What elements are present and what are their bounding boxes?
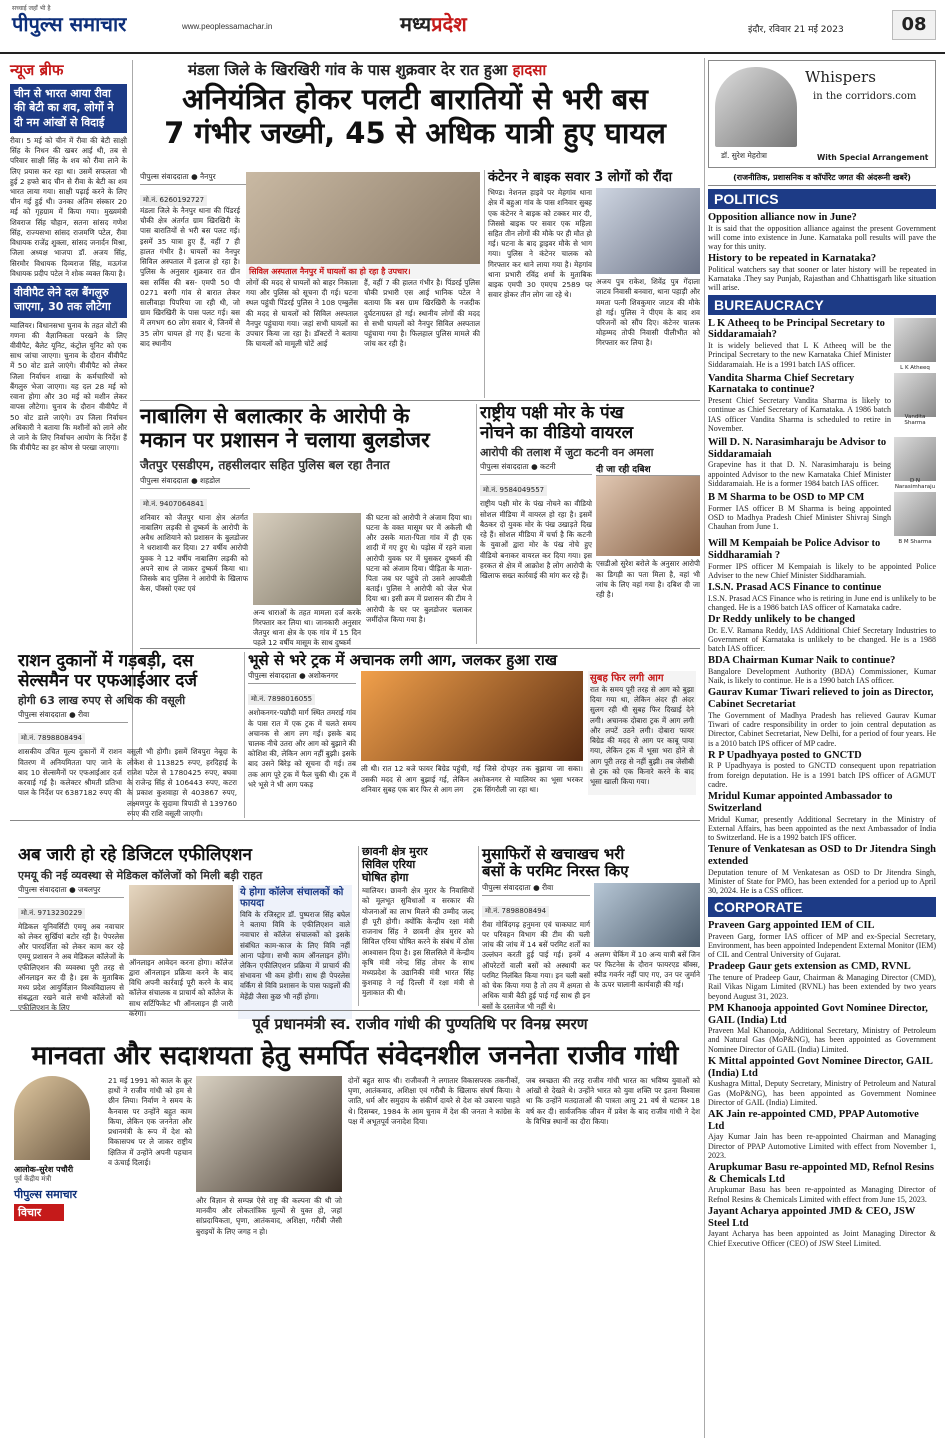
- whisper-item: [708, 614, 936, 653]
- tribute-author: आलोक-सुरेश पचौरी: [14, 1165, 74, 1174]
- whispers-subtitle: [813, 91, 916, 102]
- digital-story: [18, 845, 354, 1018]
- bulldozer-text-col-2: अन्य धाराओं के तहत मामला दर्ज करके गिरफ्तार कर लिया था। जानकारी अनुसार जैतपुर थाना क्षेत्र के एक गांव में 15 दिन पहले 12 वर्षीय मासूम के साथ दुष्कर्म: [253, 607, 361, 648]
- bulldozer-mobile: मो.नं. 9407064841: [140, 499, 207, 510]
- tribute-topline: पूर्व प्रधानमंत्री स्व. राजीव गांधी की पुण्यतिथि पर विनम्र स्मरण: [252, 1015, 588, 1033]
- columnist-name: डॉ. सुरेश मेहरोत्रा: [721, 151, 767, 160]
- whisper-item-headline: I.S.N. Prasad ACS Finance to continue: [708, 581, 882, 593]
- bus-story: [482, 845, 700, 1011]
- whisper-item-text: Former IAS officer B M Sharma is being appointed OSD to Madhya Pradesh Chief Minister Shivraj Singh Chauhan from June 1.: [708, 503, 891, 532]
- bus-text: रीवा गोविंदगढ़ हनुमना एवं चाकघाट मार्ग पर परिवहन विभाग की टीम की चली जांच की जांच में 14 बसें परमिट शर्तों का उल्लंघन करती हुई पाई गई। इनमें 4 ऑपरेटरों वाली बसों को अस्थायी कर परमिट निलंबित किया गया। इन चली बसों को चेक किया गया है तो तय में क्षमता से अधिक यात्री बैठी हुई पाई गईं साथ ही इन बसों के दस्तावेज भी नहीं थे।: [482, 919, 590, 1011]
- peacock-caption: एसडीओ सुरेश बरोले के अनुसार आरोपी का डिगड़ी का पता मिला है, वहां भी जांच के लिए वहां गया है। दबिश दी जा रही है।: [596, 559, 700, 600]
- peacock-headline-2: नोचने का वीडियो वायरल: [480, 422, 634, 443]
- digital-box-text: विवि के रजिस्ट्रार डॉ. पुष्पराज सिंह बघेल ने बताया विवि के एफीलिएशन वाले नवाचार से कॉलेज संचालकों को इसके संबंधित काम-काज के लिए विवि नहीं आना पड़ेगा। सभी काम ऑनलाइन होंगे। लेकिन एफीलिएशन प्रक्रिया में प्राचार्य की संभावना भी कम होगी। साथ ही पेपरलेस वर्किंग से विवि प्रशासन के पास फाइलों की मेहेंद्री जैसा कुछ भी नहीं होगा।: [240, 909, 350, 1001]
- whisper-item-headline: Tenure of Venkatesan as OSD to Dr Jitendra Singh extended: [708, 844, 936, 867]
- whisper-item-headline: Will D. N. Narasimharaju be Advisor to Siddaramaiah: [708, 436, 887, 460]
- whispers-title: [805, 69, 876, 86]
- brief-headline-1: चीन से भारत आया रीवा की बेटी का शव, लोगों ने दी नम आंखों से विदाई: [10, 84, 127, 133]
- divider: [140, 648, 700, 649]
- bus-caption: अलग्ग चेकिंग में 10 अन्य यात्री बसें जिन पर फिटनेस के दौरान फायरएड बॉक्स, स्पीड गवर्नर नहीं पाए गए, उन पर जुर्माने के ऊपर चालानी कार्यवाही की गई।: [594, 949, 700, 990]
- truck-text-col-2: ली थी। रात 12 बजे फायर बिग्रेड पहुंची, उसकी मदद से आग बुझाई गई, लेकिन शनिवार सुबह एक बार फिर से आग लग: [361, 764, 469, 794]
- author-photo: [14, 1076, 90, 1160]
- tribute-author-box: [14, 1164, 104, 1221]
- truck-side-text: रात के समय पूरी तरह से आग को बुझा दिया गया था, लेकिन अंदर ही अंदर सुलग रही थी सुबह फिर दिखाई देने लगी। अचानक दोबारा ट्रक में आग लगी और लपटें उठने लगी। दोबारा फायर बिग्रेड की मदद से आग पर काबू पाया गया, लेकिन ट्रक में भूसा भरा होने से आग पूरी तरह से नहीं बुझी। तब जेसीबी से ट्रक को एक किनारे करने के बाद भूसा खाली किया गया।: [590, 684, 694, 786]
- whisper-item-headline: AK Jain re-appointed CMD, PPAP Automotive Ltd: [708, 1108, 919, 1132]
- whisper-item-text: Grapevine has it that D. N. Narasimharaju is being appointed Advisor to the new Karnataka Chief Minister Siddaramaiah. He is a former 1984 batch IAS officer.: [708, 460, 891, 488]
- tribute-text-col-2: और विज्ञान से सम्पन्न ऐसे राष्ट्र की कल्पना की थी जो मानवीय और लोकतांत्रिक मूल्यों से युक्त हो, जहां सांप्रदायिकता, घृणा, आतंकवाद, अशिक्षा, गरीबी जैसी बुराइयों के लिए जगह न हो।: [196, 1196, 342, 1236]
- officer-photo-label: L K Atheeq: [900, 364, 930, 371]
- whisper-item-text: Jayant Acharya has been appointed as Joint Managing Director & Chief Executive Officer (CEO) of JSW Steel Limited.: [708, 1229, 936, 1248]
- bus-headline-1: मुसाफिरों से खचाखच भरी: [482, 845, 625, 863]
- news-brief-title: न्यूज ब्रीफ: [10, 61, 64, 79]
- truck-byline: पीपुल्स संवाददाता ● अशोकनगर: [248, 671, 356, 684]
- peacock-subhead: आरोपी की तलाश में जुटा कटनी वन अमला: [480, 446, 654, 460]
- whisper-item-headline: R P Upadhyaya posted to GNCTD: [708, 749, 862, 761]
- container-photo: [596, 188, 700, 274]
- lead-kicker-highlight: हादसा: [512, 61, 547, 79]
- whisper-item-headline: Gaurav Kumar Tiwari relieved to join as Director, Cabinet Secretariat: [708, 687, 934, 711]
- container-story: [488, 170, 700, 396]
- masthead-tagline: सच्चाई जहाँ भी है: [12, 5, 51, 12]
- whisper-item-text: Former IPS officer M Kempaiah is likely to be appointed Police Adviser to the new Chief Minister Siddharamiah.: [708, 561, 936, 580]
- whisper-item-text: Present Chief Secretary Vandita Sharma is likely to continue as Chief Secretary of Karnataka. A 1986 batch IAS officer Vandita Sharma is scheduled to retire in November.: [708, 396, 891, 433]
- whisper-item: [708, 791, 936, 842]
- truck-story: [248, 652, 700, 818]
- divider: [244, 652, 245, 818]
- lead-kicker-text: मंडला जिले के खिरखिरी गांव के पास शुक्रवार देर रात हुआ: [188, 61, 508, 79]
- digital-subhead: एमयू की नई व्यवस्था से मेडिकल कॉलेजों को मिली बड़ी राहत: [18, 868, 263, 882]
- peacock-photo-label: दी जा रही दबिश: [596, 462, 700, 476]
- digital-headline: अब जारी हो रहे डिजिटल एफीलिएशन: [18, 845, 252, 865]
- bus-mobile: मो.नं. 7898808494: [482, 906, 549, 917]
- rajiv-gandhi-photo: [196, 1076, 342, 1192]
- digital-byline: पीपुल्स संवाददाता ● जबलपुर: [18, 885, 124, 898]
- lead-photo: [246, 172, 480, 264]
- whisper-item-text: Praveen Mal Khanooja, Additional Secretary, Ministry of Petroleum and Natural Gas (MoP&NG), has been appointed as Government Nominee Director of GAIL (India) Limited.: [708, 1026, 936, 1054]
- lead-photo-caption: सिविल अस्पताल नैनपुर में घायलों का हो रहा है उपचार।: [246, 264, 480, 279]
- whisper-item-text: Praveen Garg, former IAS officer of MP and ex-Special Secretary, Environment, has been appointed Independent External Monitor (IEM) of CIL and Central University of Gujarat.: [708, 931, 936, 960]
- whisper-item-headline: Vandita Sharma Chief Secretary Karnataka to continue?: [708, 372, 855, 396]
- bureaucracy-list: [708, 318, 936, 896]
- officer-photo: [894, 492, 936, 545]
- ration-headline-1: राशन दुकानों में गड़बड़ी, दस: [18, 651, 194, 671]
- whisper-item-headline: Jayant Acharya appointed JMD & CEO, JSW Steel Ltd: [708, 1205, 916, 1229]
- page-header: [0, 0, 945, 54]
- whispers-title-line-1: Whispers: [805, 68, 876, 86]
- section-title: [400, 10, 467, 37]
- peacock-byline: पीपुल्स संवाददाता ● कटनी: [480, 462, 592, 475]
- divider: [10, 820, 700, 821]
- politics-list: [708, 212, 936, 293]
- whisper-item-text: The Government of Madhya Pradesh has relieved Gaurav Kumar Tiwari of cadre responsibility in order to join central deputation as Director, Cabinet Secretariat, New Delhi, for a period of four years. He is a 2010 batch IPS officer of MP cadre.: [708, 710, 936, 748]
- whisper-item-text: Bangalore Development Authority (BDA) Commissioner, Kumar Naik, is likely to continue. He is a 1990 batch IAS officer.: [708, 667, 936, 686]
- truck-text-col-1: अशोकनगर-पछौदी मार्ग स्थित तमराई गांव के पास रात में एक ट्रक में चलते समय अचानक से आग लग गई। इसके बाद चालक नीचे उतरा और आग को बुझाने की कोशिश की, लेकिन आग नहीं बुझी। इसके बाद उसने बिरेड़ को सूचना दी गई। तब तक आग पूरे ट्रक में फैल चुकी थी। ट्रक में भरे भूसे ने भी आग पकड़: [248, 708, 356, 789]
- whisper-item-headline: Praveen Garg appointed IEM of CIL: [708, 920, 875, 932]
- whisper-item: [708, 844, 936, 895]
- cantonment-text: ग्वालियर। छावनी क्षेत्र मुरार के निवासियों को मूलभूत सुविधाओं व सरकार की योजनाओं का लाभ मिलने की उम्मीद जल्द ही पूरी होगी। क्योंकि केन्द्रीय रक्षा मंत्री राजनाथ सिंह ने छावनी क्षेत्र मुरार को सिविल एरिया घोषित करने के संबंध में ठोस आश्वासन दिया है। इस सिलसिले में केन्द्रीय कृषि मंत्री नरेन्द्र सिंह तोमर के साथ मध्यप्रदेश के उद्यानिकी मंत्री भारत सिंह कुशवाह ने नई दिल्ली में रक्षा मंत्री से मुलाकात की थी।: [362, 886, 474, 998]
- whisper-item-headline: Dr Reddy unlikely to be changed: [708, 614, 856, 625]
- whisper-item-text: I.S.N. Prasad ACS Finance who is retiring in June end is unlikely to be changed. He is a 1986 batch IAS officer of Karnataka cadre.: [708, 593, 936, 612]
- ration-text-col-2: वसूली भी होगी। इसमें शिवपुरा नेबूदा के लोकेश से 113825 रुपए, हरदिहाई के राजेश पटेल से 1780425 रुपए, बघवा के राजेन्द्र सिंह से 106443 रुपए, कटरा के प्रकाश कुशवाहा से 403867 रुपए, लक्ष्मणपुर के सुदामा त्रिपाठी से 139760 रुपए की राशि वसूली जाएगी।: [127, 747, 237, 818]
- whisper-item-headline: Will M Kempaiah be Police Advisor to Siddharamiah ?: [708, 538, 881, 561]
- whisper-item: [708, 1056, 936, 1107]
- whisper-item: [708, 961, 936, 1000]
- truck-mobile: मो.नं. 7898016055: [248, 694, 315, 705]
- officer-photo: [894, 437, 936, 490]
- lead-kicker: [188, 60, 546, 80]
- whisper-item: [708, 687, 936, 747]
- whisper-item-headline: Arupkumar Basu re-appointed MD, Refnol Resins & Chemicals Ltd: [708, 1161, 934, 1185]
- whisper-item: [708, 492, 936, 545]
- corporate-list: [708, 920, 936, 1248]
- cantonment-headline-3: घोषित होगा: [362, 870, 409, 884]
- lead-headline-line-2: 7 गंभीर जख्मी, 45 से अधिक यात्री हुए घायल: [164, 116, 666, 151]
- whispers-subtitle-text: in the corridors: [813, 91, 893, 102]
- section-title-b: प्रदेश: [431, 12, 467, 36]
- whispers-column: [708, 60, 936, 1438]
- politics-section-label: POLITICS: [708, 189, 936, 209]
- whisper-item: [708, 253, 936, 292]
- bus-headline-2: बसों के परमिट निरस्त किए: [482, 862, 629, 881]
- tribute-headline: मानवता और सदाशयता हेतु समर्पित संवेदनशील जननेता राजीव गांधी: [31, 1041, 679, 1071]
- tribute-col-2: [196, 1196, 342, 1438]
- truck-text-col-3: गई जिसे दोपहर तक बुझाया जा सका। अशोकनगर से ग्वालियर का भूसा भरकर ट्रक सिंगरौली जा रहा था।: [473, 764, 583, 794]
- lead-byline: पीपुल्स संवाददाता ● नैनपुर: [140, 172, 480, 185]
- whisper-item: [708, 750, 936, 789]
- cantonment-headline-1: छावनी क्षेत्र मुरार: [362, 845, 428, 858]
- whisper-item-text: Kushagra Mittal, Deputy Secretary, Ministry of Petroleum and Natural Gas (MoP&NG), has been appointed as Government Nominee Director of GAIL (India) Limited.: [708, 1079, 936, 1107]
- peacock-mobile: मो.नं. 9584049557: [480, 485, 547, 496]
- whisper-item-headline: Pradeep Gaur gets extension as CMD, RVNL: [708, 961, 911, 973]
- bulldozer-byline: पीपुल्स संवाददाता ● शहडोल: [140, 476, 250, 489]
- whisper-item: [708, 1206, 936, 1248]
- whispers-tagline: (राजनीतिक, प्रशासनिक व कॉर्पोरेट जगत की अंदरूनी खबरें): [708, 170, 936, 186]
- bulldozer-text-col-3: की घटना को आरोपी ने अंजाम दिया था। घटना के वक्त मासूम घर में अकेली थी और उसके माता-पिता गांव में ही एक शादी में गए हुए थे। पड़ोस में रहने वाला आरोपी युवक घर में घुसकर दुष्कर्म की घटना को अंजाम दिया। पीड़िता के माता-पिता जब घर पहुंचे तो उसने आपबीती बताई। पुलिस ने आरोपी को जेल भेज दिया था। इसी क्रम में प्रशासन की टीम ने आरोपी के घर पर बुलडोजर चलाकर जमींदोज किया गया है।: [366, 512, 472, 624]
- lead-mobile: मो.नं. 6260192727: [140, 195, 207, 206]
- dateline: इंदौर, रविवार 21 मई 2023: [748, 25, 844, 35]
- whisper-item-text: R P Upadhyaya is posted to GNCTD consequent upon repatriation from foreign deputation. He is a 1991 batch IPS officer of AGMUT cadre.: [708, 761, 936, 789]
- tribute-col-3: [348, 1076, 520, 1438]
- whisper-item: [708, 655, 936, 685]
- brief-headline-2: वीवीपैट लेने दल बैंगलुरु जाएगा, 30 तक लौटेगा: [10, 283, 127, 318]
- divider: [10, 1010, 700, 1011]
- whisper-item-headline: BDA Chairman Kumar Naik to continue?: [708, 655, 896, 667]
- truck-side-headline: सुबह फिर लगी आग: [590, 673, 664, 685]
- divider: [478, 846, 479, 1006]
- page-number: 08: [892, 10, 936, 40]
- officer-photo-label: Vandita Sharma: [904, 413, 926, 426]
- divider: [704, 58, 705, 1438]
- college-building-photo: [129, 885, 233, 955]
- lead-col-2: [246, 278, 358, 398]
- tribute-col-1: [108, 1076, 192, 1438]
- ration-subhead: होगी 63 लाख रुपए से अधिक की वसूली: [18, 694, 186, 708]
- whispers-domain: .com: [892, 91, 917, 102]
- whisper-item-text: It is widely believed that L K Atheeq will be the Principal Secretary to the new Karnataka Chief Minister Siddaramaiah. He is a 1991 batch IAS officer.: [708, 341, 891, 369]
- vichar-label: विचार: [14, 1204, 64, 1221]
- bureaucracy-section-label: BUREAUCRACY: [708, 295, 936, 315]
- website-link[interactable]: www.peoplessamachar.in: [182, 22, 273, 31]
- whisper-item-headline: K Mittal appointed Govt Nominee Director, GAIL (India) Ltd: [708, 1055, 933, 1079]
- whisper-item: [708, 318, 936, 371]
- lead-col-3: [364, 278, 480, 398]
- divider: [140, 400, 700, 401]
- whisper-item: [708, 1109, 936, 1160]
- truck-fire-photo: [361, 671, 583, 761]
- truck-headline: भूसे से भरे ट्रक में अचानक लगी आग, जलकर हुआ राख: [248, 651, 558, 669]
- whisper-item: [708, 920, 936, 959]
- whisper-item: [708, 1003, 936, 1054]
- container-headline: कंटेनर ने बाइक सवार 3 लोगों को रौंदा: [488, 170, 673, 185]
- brief-text-2: ग्वालियर। विधानसभा चुनाव के तहत वोटों की गणना की वैज्ञानिकता परखने के लिए वीवीपैट, बैलेट यूनिट, कंट्रोल यूनिट को एक साथ जांचा जाएगा। चुनाव के दौरान वीवीपैट में 50 वोट डाले जाएंगे। वीवीपैट को लेकर जिला निर्वाचन शाखा के कर्मचारियों को बैंगलुरु भेजा जाएगा। यह दल 28 मई को रवाना होगा और 30 मई को मशीन लेकर वापस लौटेगा। चुनाव के दौरान वीवीपैट में 50 वोट डाले जाएंगे। उप जिला निर्वाचन अधिकारी ने बताया कि मशीनों को लाने और ले जाने के लिए निर्वाचन आयोग के निर्देश हैं कि वीवीपैट का हर कोण से परखा जाएगा।: [10, 320, 127, 453]
- lead-headline-line-1: अनियंत्रित होकर पलटी बारातियों से भरी बस: [182, 82, 648, 116]
- cantonment-story: [362, 846, 474, 1006]
- officer-photo-label: B M Sharma: [898, 539, 932, 545]
- bulldozer-story: [140, 404, 472, 646]
- lead-text-col-1: मंडला जिले के नैनपुर थाना की पिंडरई चौकी क्षेत्र अंतर्गत ग्राम खिरखिरी के पास बारातियों से भरी बस पलट गई। इसमें 35 यात्रा हुए हैं, वहीं 7 ही हालत गंभीर है। घायलों का नैनपुर सिविल अस्पताल में इलाज हो रहा है। पुलिस के अनुसार शुक्रवार रात ग्रीन बस सर्विस की बस- एमपी 50 पी 0271 बरगी गांव से बारात लेकर सालीवाड़ा पिपरिया जा रही थी, जो ग्राम खिरखिरी के पास पलट गई। बस में लगभग 60 लोग सवार थे, जिनमें से 35 लोग घायल हो गए हैं। घटना के बाद स्थानीय: [140, 206, 240, 348]
- whisper-item-headline: Mridul Kumar appointed Ambassador to Switzerland: [708, 791, 893, 814]
- masthead-logo: पीपुल्स समाचार: [12, 12, 127, 36]
- officer-photo-label: D N Narasimharaju: [894, 477, 936, 490]
- lead-col-1: [140, 206, 240, 396]
- tribute-text-col-3: दोनों बहुत साफ थी। राजीवजी ने लगातार विकासपरक तकनीकों, घृणा, आतंकवाद, अशिक्षा एवं गरीबी के खिलाफ संघर्ष किया। वे जाति, धर्म और समुदाय के संकीर्ण दायरे से देश को उबारना चाहते थे। दिसम्बर, 1984 के आम चुनाव में देश की जनता ने कांग्रेस के पक्ष में अभूतपूर्व जनादेश दिया।: [348, 1076, 520, 1126]
- bulldozer-headline-2: मकान पर प्रशासन ने चलाया बुलडोजर: [140, 428, 430, 453]
- columnist-photo: [715, 67, 797, 147]
- arrangement-note: With Special Arrangement: [817, 153, 929, 162]
- ration-text-col-1: शासकीय उचित मूल्य दुकानों में राशन वितरण में अनियमितता पाए जाने के बाद 10 सेल्समैनों पर एफआईआर दर्ज करवाई गई है। कलेक्टर श्रीमती प्रतिभा पाल के निर्देश पर 6387182 रुपए की: [18, 747, 122, 798]
- whisper-item-text: Dr. E.V. Ramana Reddy, IAS Additional Chief Secretary Industries to Government of Karnataka is unlikely to be changed. He is a 1988 batch IAS officer.: [708, 625, 936, 654]
- digital-text-col-1: मेडिकल यूनिवर्सिटी एमयू अब नवाचार को लेकर सुर्खियां बटोर रही है। पेपरलेस और पारदर्शिता को लेकर काम कर रहे एमयू प्रशासन ने अब मेडिकल कॉलेजों के एफीलिएशन की व्यवस्था पूरी तरह से ऑनलाइन कर दी है। इस के मुताबिक मध्य प्रदेश आयुर्विज्ञान विश्वविद्यालय से संबद्धता रखने वाले सभी कॉलेजों को एफीलिएशन के लिए: [18, 921, 124, 1013]
- whisper-item-headline: PM Khanooja appointed Govt Nominee Director, GAIL (India) Ltd: [708, 1002, 928, 1026]
- whisper-item-headline: Opposition alliance now in June?: [708, 212, 857, 223]
- bulldozer-text-col-1: शनिवार को जैतपुर थाना क्षेत्र अंतर्गत नाबालिग लड़की से दुष्कर्म के आरोपी के अवैध आशियाने को प्रशासन के बुलडोजर ने धराशायी कर दिया। 27 वर्षीय आरोपी युवक ने 12 वर्षीय नाबालिग लड़की को अपने साथ ले जाकर दुष्कर्म किया था। जिसके बाद पुलिस ने आरोपी के खिलाफ केस, पॉक्सो एक्ट एवं: [140, 512, 248, 594]
- officer-photo: [894, 373, 936, 426]
- ration-headline-2: सेल्समैन पर एफआईआर दर्ज: [18, 670, 198, 691]
- brief-text-1: रीवा। 5 मई को चीन में रीवा की बेटी साक्षी सिंह के निधन की खबर आई थी, तब से परिवार साक्षी सिंह के शव को रीवा लाने के लिए प्रयास कर रहा था। उसमें सफलता भी हुई 2 हफ्ते बाद चीन से रीवा के बेटी का शव भारत लाया गया। साक्षी पढ़ाई करने के लिए चीन गई हुई थी। उनका अंतिम संस्कार 20 मई को गृहग्राम में किया गया। मुख्यमंत्री शिवराज सिंह चौहान, सतना सांसद गणेश सिंह, राज्यसभा सांसद राजमणि पटेल, रीवा विधायक राजेंद्र शुक्ला, सांसद जनार्दन मिश्रा, जिला अध्यक्ष भाजपा डॉ. अजय सिंह, सिरमौर विधायक दिव्यराज सिंह, मऊगंज विधायक प्रदीप पटेल ने शोक व्यक्त किया है।: [10, 135, 127, 278]
- whisper-item: [708, 212, 936, 251]
- whisper-item-text: The tenure of Pradeep Gaur, Chairman & Managing Director (CMD), Rail Vikas Nigam Limited (RVNL) has been extended by two years beyond August 31, 2023.: [708, 973, 936, 1001]
- whisper-item-headline: B M Sharma to be OSD to MP CM: [708, 492, 865, 503]
- peacock-headline-1: राष्ट्रीय पक्षी मोर के पंख: [480, 403, 624, 423]
- lead-text-col-2: लोगों की मदद से घायलों को बाहर निकाला गया और पुलिस को सूचना दी गई। घटना स्थल पहुंची पिंडरई पुलिस ने 108 एम्बुलेंस की मदद से घायलों को सिविल अस्पताल नैनपुर पहुंचाया गया। जहां सभी घायलों का उपचार किया जा रहा है। डॉक्टरों ने बताया कि घायलों को मामूली चोटें आई: [246, 278, 358, 349]
- cantonment-headline-2: सिविल एरिया: [362, 857, 416, 871]
- whisper-item-text: Arupkumar Basu has been re-appointed as Managing Director of Refnol Resins & Chemicals Limited with effect from June 15, 2023.: [708, 1185, 936, 1204]
- container-text: भिण्ड। नेशनल हाइवे पर मेहगांव थाना क्षेत्र में बहुआ गांव के पास शनिवार सुबह एक कंटेनर ने बाइक को टक्कर मार दी, जिससे बाइक पर सवार एक महिला सहित तीन लोगों की मौके पर ही मौत हो गई। घटना के बाद ड्राइवर मौके से भाग गया। पुलिस ने कंटेनर चालक को गिरफ्तार कर थाने लाया गया है। मेहगांव थाना प्रभारी रविंद्र शर्मा के मुताबिक बाइक एमपी 30 एमएच 2589 पर सवार होकर तीन लोग जा रहे थे।: [488, 188, 592, 300]
- ration-mobile: मो.नं. 7898808494: [18, 733, 85, 744]
- whispers-masthead: [708, 60, 936, 168]
- peacock-story: [480, 404, 700, 644]
- container-caption: अजय पुत्र राकेश, शिवेंद्र पुत्र गेंदाला जाटव निवासी बनवारा, थाना पहाड़ी और ममता पत्नी शिवकुमार जाटव की मौके हो गई। पुलिस ने पीएम के बाद शव परिजनों को सौंप दिए। कंटेनर चालक मोहम्मद तोफी निवासी पीलीभीत को गिरफ्तार कर लिया है।: [596, 277, 700, 348]
- whisper-item-headline: History to be repeated in Karnataka?: [708, 253, 877, 265]
- whisper-item-text: It is said that the opposition alliance against the present Government will come into existence in June. Karnataka poll results will pave the way for this unity.: [708, 223, 936, 252]
- whisper-item-text: Ajay Kumar Jain has been re-appointed Chairman and Managing Director of PPAP Automotive Limited with effect from November 1, 2023.: [708, 1132, 936, 1160]
- bulldozer-headline-1: नाबालिग से बलात्कार के आरोपी के: [140, 404, 410, 428]
- digital-mobile: मो.नं. 9713230229: [18, 908, 85, 919]
- ration-byline: पीपुल्स संवाददाता ● रीवा: [18, 710, 128, 723]
- vichar-brand: पीपुल्स समाचार: [14, 1188, 77, 1201]
- tribute-author-role: पूर्व केंद्रीय मंत्री: [14, 1175, 52, 1183]
- tribute-text-col-1: 21 मई 1991 को काल के क्रूर हाथों ने राजीव गांधी को हम से छीन लिया। निर्वाण ने समय के कैनवास पर उन्होंने बहुत काम किया, लेकिन एक जननेता और प्रधानमंत्री के रूप में देश को विकासपथ पर ले जाकर राष्ट्रीय क्षितिज में उन्होंने अपनी पहचान व ऊंचाई दिलाई।: [108, 1076, 192, 1167]
- bus-byline: पीपुल्स संवाददाता ● रीवा: [482, 883, 590, 896]
- lead-text-col-3: हैं, वहीं 7 की हालत गंभीर है। पिंडरई पुलिस चौकी प्रभारी एस आई भानिक पटेल ने बताया कि बस ग्राम खिरखिरी के नजदीक दुर्घटनाग्रस्त हो गई। स्थानीय लोगों की मदद से सभी घायलों को नैनपुर सिविल अस्पताल पहुंचाया गया है। फिलहाल पुलिस मामले की जांच कर रही है।: [364, 278, 480, 349]
- section-title-a: मध्य: [400, 12, 432, 36]
- corporate-section-label: CORPORATE: [708, 897, 936, 917]
- divider: [358, 846, 359, 1006]
- lead-headline: [140, 82, 690, 150]
- bulldozer-subhead: जैतपुर एसडीएम, तहसीलदार सहित पुलिस बल रहा तैनात: [140, 457, 390, 472]
- whisper-item: [708, 1162, 936, 1204]
- ration-story: [18, 652, 240, 818]
- tribute-text-col-4: जब स्वच्छता की तरह राजीव गांधी भारत का भविष्य युवाओं को आंखों से देखते थे। उन्होंने भारत को युवा शक्ति पर इतना विश्वास था कि उन्होंने मतदाताओं की पात्रता आयु 21 वर्ष से घटाकर 18 वर्ष कर दी। सार्वजनिक जीवन में प्रवेश के बाद राजीव गांधी ने देश के विभिन्न स्थानों का दौरा किया।: [526, 1076, 700, 1126]
- digital-box-headline: ये होगा कॉलेज संचालकों को फायदा: [240, 886, 344, 910]
- bus-photo: [594, 883, 700, 947]
- divider: [484, 170, 485, 398]
- peacock-photo: [596, 476, 700, 556]
- whisper-item: [708, 437, 936, 490]
- whisper-item: [708, 582, 936, 612]
- whisper-item-headline: L K Atheeq to be Principal Secretary to Siddaramaiah?: [708, 317, 885, 341]
- whisper-item: [708, 373, 936, 435]
- whisper-item: [708, 538, 936, 580]
- tribute-col-4: [526, 1076, 700, 1438]
- whisper-item-text: Deputation tenure of M Venkatesan as OSD to Dr Jitendra Singh, Minister of State for PMO, has been extended for a period up to April 30, 2024. He is a CSS officer.: [708, 867, 936, 895]
- peacock-text: राष्ट्रीय पक्षी मोर के पंख नोचने का वीडियो सोशल मीडिया में वायरल हो रहा है। इसमें बैठकर दो युवक मोर के पंख उखाड़ते दिख रहे हैं। सोशल मीडिया में चर्चा है कि कटनी के युवाओं द्वारा मोर के पंख नोचे हुए वीडियो बनाकर वायरल कर दिया गया। इस हरकत से क्षेत्र में आक्रोश है लोग आरोपी के खिलाफ सख्त कार्रवाई की मांग कर रहे हैं।: [480, 499, 592, 580]
- whisper-item-text: Political watchers say that sooner or later history will be repeated in Karnataka .They say Punjab, Rajasthan and Chhattisgarh like situation will arise.: [708, 265, 936, 293]
- bulldozer-photo: [253, 513, 361, 605]
- digital-text-col-2: ऑनलाइन आवेदन करना होगा। कॉलेज द्वारा ऑनलाइन प्रक्रिया करने के बाद विधि अपनी कार्रवाई पूरी करने के बाद कॉलेज संचालक व प्राचार्य को कॉलेज के साथ सर्टिफिकेट भी ऑनलाइन ही जारी करेगा।: [129, 957, 234, 1018]
- officer-photo: [894, 318, 936, 371]
- divider: [476, 404, 477, 644]
- whisper-item-text: Mridul Kumar, presently Additional Secretary in the Ministry of External Affairs, has been appointed as the next Ambassador of India to Switzerland. He is a 1992 batch IFS officer.: [708, 814, 936, 842]
